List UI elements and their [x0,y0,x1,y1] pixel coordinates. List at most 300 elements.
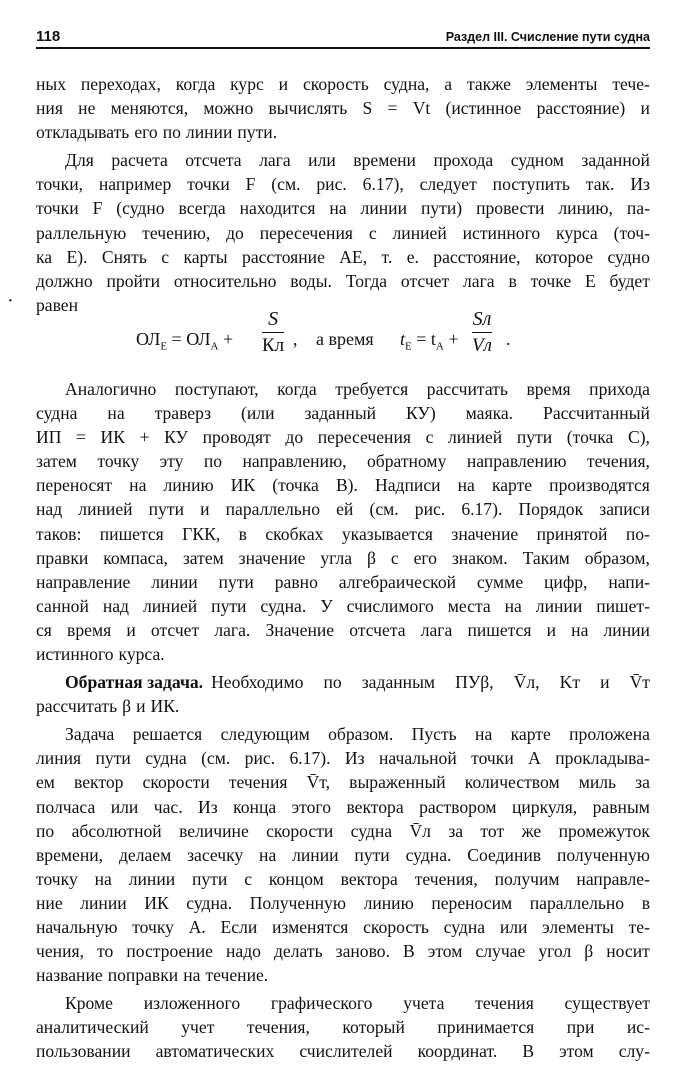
formula-time-label: а время [316,328,374,349]
word: надо [225,941,261,962]
word: + [139,427,150,448]
word: конца [233,796,277,817]
text-line [36,1039,650,1063]
word: Для [65,150,94,171]
word: построение [126,941,213,962]
word: угла [320,547,353,568]
text-line [36,269,650,293]
word: промежуток [558,820,650,841]
word: и [640,98,650,119]
text-line [36,963,650,987]
text-line [36,746,650,770]
word: будет [609,270,650,291]
text-line [36,670,650,694]
word: и [136,696,146,717]
word: (см. [369,499,399,520]
word: чения, [36,941,84,962]
word: значение [238,547,306,568]
word: Порядок [518,499,584,520]
word: рассчитать [426,378,508,399]
word: отсчет [150,619,200,640]
word: скорость [302,74,369,94]
word: судна [350,820,393,841]
text-line [36,867,650,891]
text-line [36,221,650,245]
word: ИП [36,427,62,448]
word: до [226,222,244,243]
word: судном [510,150,564,171]
word: течения, [414,868,478,889]
word: таков: [36,523,82,544]
word: по [162,122,181,143]
word: раллельную [36,222,127,243]
text-line [36,522,650,546]
word: учет [181,1017,215,1038]
word: пересечения [317,427,411,448]
text-line [36,991,650,1015]
word: а [444,74,453,94]
word: пути [211,595,247,616]
word: β [584,941,594,962]
word: переносим [431,892,513,913]
word: V̄л, [513,672,540,693]
word: изменятся [272,917,349,937]
word: линии [292,844,339,865]
word: расстояние, [433,246,521,267]
word: точку [132,917,174,937]
word: Необходимо [211,672,304,693]
word: линию [163,475,214,496]
word: на [129,475,147,496]
word: равно [274,571,318,592]
word: циркуля, [511,796,578,817]
word: судно [607,246,650,267]
word: рассчитать [36,696,118,717]
word: по [203,451,223,472]
word: E [584,270,596,291]
word: места [447,595,491,616]
text-line [36,795,650,819]
text-line [36,618,650,642]
word: карты [183,246,228,267]
word: параллельно [225,499,321,520]
word: случае [475,941,526,962]
word: линией [142,595,198,616]
word: Пусть [411,724,457,745]
word: ИК [144,892,169,913]
word: V̄т [629,672,650,693]
word: переходах, [80,74,161,94]
word: заданный [304,403,377,424]
word: когда [175,74,216,94]
word: требуется [335,378,409,399]
word: точки [471,748,514,769]
word: принимается [437,1017,535,1038]
word: точке [530,270,572,291]
formula-comma: , [293,328,298,349]
word: графического [270,993,373,1014]
word: не [78,98,96,119]
word: пути [218,571,254,592]
fraction-s-over-v: Sл Vл [472,307,492,356]
word: время [526,378,571,399]
paragraph [36,991,650,1063]
word: компаса, [103,547,168,568]
word: направление [36,571,131,592]
word: точки, [36,174,84,195]
word: на [457,475,475,496]
fraction-s-over-k: S Кл [262,307,285,356]
word: которое [534,246,594,267]
word: существует [564,993,650,1014]
word: точки [36,198,79,219]
section-title: Раздел III. Счисление пути судна [445,30,650,44]
word: линию [363,892,414,913]
word: этом [427,941,463,962]
word: времени, [36,844,104,865]
word: Из [630,174,650,195]
word: те- [628,917,650,937]
word: линией [447,427,503,448]
word: полученную [556,844,650,865]
word: прокладыва- [555,748,650,769]
word: и [600,672,610,693]
word: судна. [186,892,233,913]
word: можно [203,98,254,119]
word: течение. [205,965,269,986]
word: вычислять [268,98,348,119]
word: начальной [378,748,457,769]
word: абсолютной [71,820,162,841]
word: миль [578,772,617,793]
word: Полученную [249,892,346,913]
word: ние [36,892,63,913]
word: времени [353,150,416,171]
word: счислимого [346,595,434,616]
word: счислителей [299,1041,393,1062]
word: эту [159,451,184,472]
paragraph-inverse-problem [36,670,650,718]
word: находится [239,198,316,219]
word: значение [451,523,519,544]
word: обратному [366,451,447,472]
word: расстояние [242,246,325,267]
word: А [528,748,541,769]
word: Значение [265,619,335,640]
word: скорости [142,772,210,793]
word: на [259,844,277,865]
word: который [342,1017,405,1038]
header-rule [36,47,650,49]
word: указывается [341,523,434,544]
word: координат. [417,1041,498,1062]
word: E). [66,246,88,267]
word: заданной [581,150,650,171]
word: лага [463,270,495,291]
word: течения [475,993,534,1014]
word: С), [627,427,650,448]
word: скобках [265,523,324,544]
word: судна [443,917,486,937]
word: пересечения [259,222,353,243]
text-line [36,915,650,939]
word: с [244,868,253,889]
word: па- [626,198,650,219]
word: (см. [271,174,301,195]
word: линии [151,571,198,592]
word: откладывать [36,122,130,143]
word: F [92,198,103,219]
text-line [36,594,650,618]
word: пишет- [596,595,650,616]
word: же [521,820,542,841]
word: направлению [466,451,567,472]
word: пути [192,868,228,889]
word: величине [179,820,249,841]
word: В). [335,475,358,496]
word: истинного [36,643,114,664]
word: траверз [154,403,212,424]
word: судна [36,403,78,424]
word: пути [354,844,390,865]
word: по- [625,523,650,544]
word: автоматических [155,1041,275,1062]
word: ГКК, [182,523,221,544]
word: и [546,619,557,640]
word: 6.17). [461,499,503,520]
text-line [36,939,650,963]
word: рис. [414,499,446,520]
word: линии [80,892,127,913]
word: Кроме [65,993,113,1014]
word: карте [510,724,551,745]
word: Рассчитанный [543,403,650,424]
word: курс [230,74,264,94]
word: алгебраической [338,571,457,592]
word: над [102,595,130,616]
word: линии [535,595,583,616]
word: β [366,547,376,568]
word: поправки [107,965,179,986]
word: например [98,174,172,195]
text-line [36,96,650,120]
word: с [390,547,399,568]
word: санной [36,595,89,616]
word: F [245,174,256,195]
word: течения, [246,1017,310,1038]
word: судна [145,748,187,769]
word: затем [36,451,77,472]
word: получим [494,868,560,889]
word: выраженный [349,772,446,793]
word: V̄т, [306,772,331,793]
word: его [413,547,437,568]
word: или [499,917,528,937]
word: равен [36,294,79,315]
word: за [448,820,464,841]
word: прихода [589,378,650,399]
word: лага. [214,619,251,640]
word: провести [476,198,545,219]
word: рис. [244,748,276,769]
text-line [36,72,650,96]
word: элементы [542,917,614,937]
word: или [308,150,336,171]
word: карте [491,475,533,496]
word: судна, [383,74,430,94]
word: судна. [405,844,452,865]
word: когда [277,378,317,399]
word: по [36,820,55,841]
word: КУ [164,427,188,448]
text-line [36,120,650,144]
word: линии [128,868,176,889]
formula-lhs: $ОЛ_Е = ОЛ_А$ + [136,328,234,353]
word: и [126,619,136,640]
inverse-problem-line [211,670,650,694]
word: поступают, [174,378,259,399]
word: У [320,595,333,616]
word: ем [36,772,55,793]
word: (точ- [613,222,650,243]
word: аналитический [36,1017,149,1038]
word: всегда [178,198,226,219]
text-line [36,172,650,196]
word: линии [603,619,650,640]
paragraph-continuation [36,72,650,144]
formula-time: $t_Е = t_А$ + [400,328,459,353]
word: пути [516,427,553,448]
word: на [94,868,112,889]
word: вектор [74,772,124,793]
word: т. [381,246,393,267]
text-line [36,293,650,317]
word: 6.17). [289,748,331,769]
word: ИК [100,427,125,448]
word: вектора [346,796,404,817]
word: пишется [99,523,164,544]
word: линию, [558,198,613,219]
word: при [566,1017,595,1038]
word: направлению, [242,451,347,472]
text-line [36,843,650,867]
word: маяка. [465,403,514,424]
word: Vt [412,98,431,119]
paragraph [36,148,650,317]
word: лага [420,619,453,640]
word: Задача [65,724,115,745]
word: следующим [220,724,310,745]
word: (точка [272,475,319,496]
text-line [36,377,650,401]
paragraph [36,377,650,666]
word: (истинное [445,98,522,119]
word: до [285,427,304,448]
word: заново. [335,941,390,962]
word: так. [585,174,615,195]
word: полчаса [36,796,96,817]
word: на [571,619,589,640]
word: линии [185,122,233,143]
log-reading-formula [36,307,650,377]
word: с [161,246,170,267]
word: расчета [111,150,168,171]
word: отсчет [400,270,450,291]
word: учета [403,993,445,1014]
word: его [134,122,158,143]
text-line [36,694,650,718]
text-line [36,497,650,521]
word: напи- [608,571,650,592]
word: линии [360,198,407,219]
word: пути) [420,198,463,219]
word: то [97,941,114,962]
word: курса. [118,643,165,664]
word: пути. [237,122,278,143]
word: ис- [626,1017,650,1038]
word: В [403,941,415,962]
running-header [36,24,650,46]
word: (судно [116,198,165,219]
word: слу- [618,1041,650,1062]
word: час. [153,796,183,817]
word: правки [36,547,89,568]
word: и [278,74,289,94]
text-line [36,891,650,915]
word: этом [559,1041,594,1062]
word: сумме [476,571,524,592]
word: курса [556,222,598,243]
word: также [466,74,511,94]
word: рис. [316,174,347,195]
body-text [36,72,650,1064]
text-line [36,449,650,473]
word: время [67,619,112,640]
text-line [36,770,650,794]
word: Аналогично [65,378,157,399]
word: делаем [118,844,172,865]
inverse-problem-heading: Обратная задача. [65,672,204,693]
word: Снять [101,246,147,267]
word: ИК. [150,696,180,717]
word: истинного [462,222,541,243]
word: переносят [36,475,113,496]
word: Надписи [375,475,441,496]
word: е. [406,246,419,267]
word: угол [538,941,572,962]
word: 6.17), [362,174,404,195]
word: пройти [106,270,161,291]
word: проводят [202,427,271,448]
word: в [238,523,247,544]
word: Из [344,748,365,769]
word: на [504,595,522,616]
text-line [36,473,650,497]
word: Тогда [345,270,388,291]
word: (точка [566,427,614,448]
word: пишется [467,619,532,640]
word: равным [592,796,650,817]
word: расстояние) [536,98,626,119]
word: отсчета [349,619,406,640]
word: ИК [230,475,256,496]
text-line [36,546,650,570]
word: знаком. [451,547,508,568]
word: Из [198,796,218,817]
text-line [36,819,650,843]
word: точки [187,174,230,195]
word: S [362,98,373,119]
